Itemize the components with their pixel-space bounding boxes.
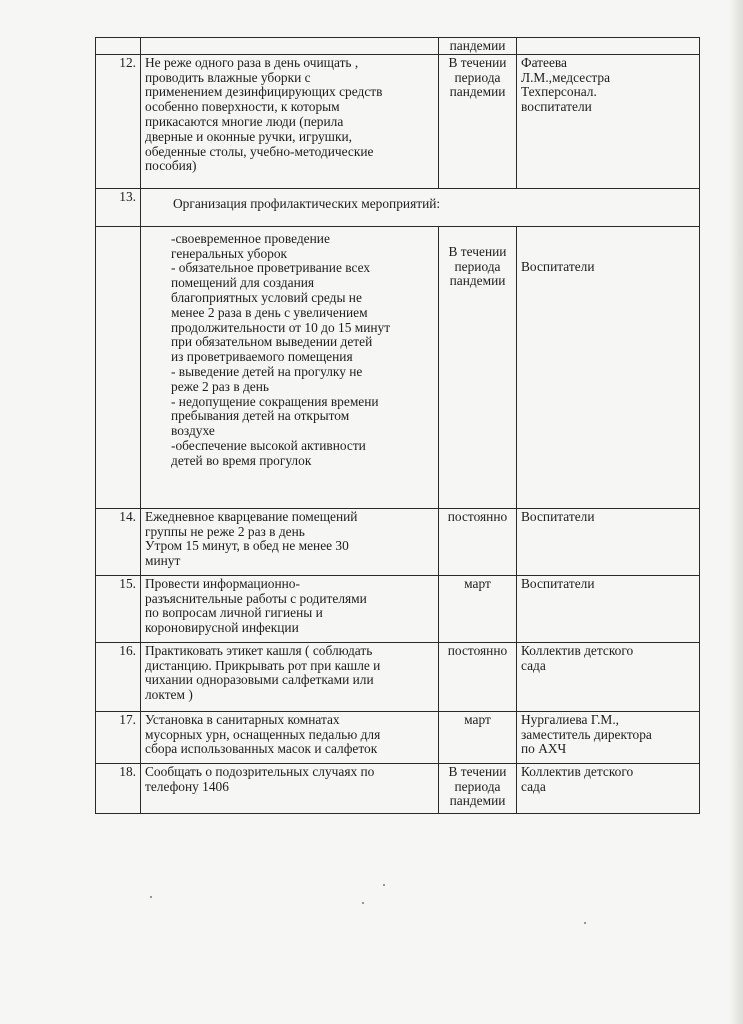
measure-cell xyxy=(141,763,439,813)
measure-line: телефону 1406 xyxy=(145,778,229,794)
measure-line: локтем ) xyxy=(145,687,193,703)
responsible-line: Нургалиева Г.М., xyxy=(521,711,620,727)
table-row xyxy=(96,575,700,642)
measure-line: детей во время прогулок xyxy=(171,452,312,468)
measure-line: дверные и оконные ручки, игрушки, xyxy=(145,128,353,144)
table-row xyxy=(96,508,700,575)
measure-line: сбора использованных масок и салфеток xyxy=(145,741,378,757)
measure-cell xyxy=(141,226,439,508)
scan-speck xyxy=(362,902,364,904)
measure-line: короновирусной инфекции xyxy=(145,620,299,636)
measure-line: Провести информационно- xyxy=(145,575,300,591)
measure-line: реже 2 раз в день xyxy=(171,378,270,394)
responsible-line: сада xyxy=(521,657,546,673)
measure-line: особенно поверхности, к которым xyxy=(145,99,340,115)
measure-line: - выведение детей на прогулку не xyxy=(171,363,363,379)
measure-line: применением дезинфицирующих средств xyxy=(145,84,383,100)
measure-line: по вопросам личной гигиены и xyxy=(145,605,323,621)
page-edge-shadow xyxy=(729,0,743,1024)
measure-line: разъяснительные работы с родителями xyxy=(145,590,367,606)
row-number: 14. xyxy=(96,508,141,575)
responsible-line: заместитель директора xyxy=(521,726,652,742)
measure-line: пребывания детей на открытом xyxy=(171,408,350,424)
measure-line: Установка в санитарных комнатах xyxy=(145,711,340,727)
row-number: 15. xyxy=(96,575,141,642)
period-cell xyxy=(439,226,517,508)
responsible-line: по АХЧ xyxy=(521,741,567,757)
period-cell xyxy=(439,642,517,711)
table-row xyxy=(96,188,700,226)
responsible-line: сада xyxy=(521,778,546,794)
measure-line: - недопущение сокращения времени xyxy=(171,393,379,409)
responsible-cell xyxy=(517,763,700,813)
period-cell xyxy=(439,763,517,813)
responsible-cell xyxy=(517,226,700,508)
responsible-line: воспитатели xyxy=(521,99,592,115)
row-number: 17. xyxy=(96,711,141,763)
measure-line: пособия) xyxy=(145,158,197,174)
period-line: периода xyxy=(454,778,501,794)
row-number xyxy=(96,38,141,55)
table-row xyxy=(96,226,700,508)
row-number: 13. xyxy=(96,188,141,226)
measure-cell xyxy=(141,38,439,55)
measure-line: дистанцию. Прикрывать рот при кашле и xyxy=(145,657,381,673)
measure-cell xyxy=(141,54,439,188)
table-row xyxy=(96,642,700,711)
period-cell xyxy=(439,38,517,55)
period-cell xyxy=(439,711,517,763)
responsible-cell xyxy=(517,575,700,642)
measure-line: из проветриваемого помещения xyxy=(171,349,353,365)
scan-speck xyxy=(584,922,586,924)
measure-line: Сообщать о подозрительных случаях по xyxy=(145,763,375,779)
period-line: В течении xyxy=(448,243,507,259)
measure-line: проводить влажные уборки с xyxy=(145,69,311,85)
measure-line: при обязательном выведении детей xyxy=(171,334,373,350)
responsible-cell xyxy=(517,508,700,575)
measure-line: помещений для создания xyxy=(171,275,315,291)
measure-cell xyxy=(141,642,439,711)
period-cell xyxy=(439,575,517,642)
responsible-line: Воспитатели xyxy=(521,508,595,524)
period-line: В течении xyxy=(448,763,507,779)
scan-speck xyxy=(383,884,385,886)
measure-line: менее 2 раза в день с увеличением xyxy=(171,304,368,320)
responsible-line: Техперсонал. xyxy=(521,84,597,100)
measure-line: минут xyxy=(145,553,181,569)
measure-line: Не реже одного раза в день очищать , xyxy=(145,54,359,70)
responsible-cell xyxy=(517,38,700,55)
period-line: пандемии xyxy=(449,38,506,53)
measure-line: продолжительности от 10 до 15 минут xyxy=(171,319,391,335)
measure-line: генеральных уборок xyxy=(171,245,288,261)
measure-line: мусорных урн, оснащенных педалью для xyxy=(145,726,381,742)
scan-speck xyxy=(150,896,152,898)
responsible-cell xyxy=(517,54,700,188)
measure-line: -обеспечение высокой активности xyxy=(171,437,366,453)
measure-line: - обязательное проветривание всех xyxy=(171,260,371,276)
responsible-line: Л.М.,медсестра xyxy=(521,69,611,85)
period-cell xyxy=(439,54,517,188)
measure-line: воздухе xyxy=(171,423,215,439)
period-line: постоянно xyxy=(447,642,508,658)
section-title: Организация профилактических мероприятий: xyxy=(173,195,441,211)
period-line: периода xyxy=(454,258,501,274)
period-line: В течении xyxy=(448,54,507,70)
responsible-line: Воспитатели xyxy=(521,575,595,591)
table-row xyxy=(96,38,700,55)
measure-cell xyxy=(141,711,439,763)
row-number: 18. xyxy=(96,763,141,813)
responsible-line: Коллектив детского xyxy=(521,763,634,779)
responsible-line: Коллектив детского xyxy=(521,642,634,658)
measures-table xyxy=(95,37,700,814)
table-row xyxy=(96,711,700,763)
responsible-line: Воспитатели xyxy=(521,258,595,274)
responsible-cell xyxy=(517,642,700,711)
measure-line: Практиковать этикет кашля ( соблюдать xyxy=(145,642,373,658)
period-line: март xyxy=(464,711,491,727)
period-cell xyxy=(439,508,517,575)
row-number: 12. xyxy=(96,54,141,188)
measure-line: обеденные столы, учебно-методические xyxy=(145,143,374,159)
period-line: пандемии xyxy=(449,84,506,100)
row-number xyxy=(96,226,141,508)
measure-line: Утром 15 минут, в обед не менее 30 xyxy=(145,538,349,554)
row-number: 16. xyxy=(96,642,141,711)
measure-line: благоприятных условий среды не xyxy=(171,289,362,305)
measure-line: -своевременное проведение xyxy=(171,230,330,246)
measure-line: прикасаются многие люди (перила xyxy=(145,113,344,129)
section-title-cell xyxy=(141,188,700,226)
table-row xyxy=(96,763,700,813)
measure-cell xyxy=(141,508,439,575)
period-line: периода xyxy=(454,69,501,85)
measure-line: Ежедневное кварцевание помещений xyxy=(145,508,358,524)
responsible-line: Фатеева xyxy=(521,54,568,70)
measure-cell xyxy=(141,575,439,642)
measure-line: чихании одноразовыми салфетками или xyxy=(145,672,374,688)
period-line: пандемии xyxy=(449,793,506,809)
table-row xyxy=(96,54,700,188)
period-line: март xyxy=(464,575,491,591)
period-line: постоянно xyxy=(447,508,508,524)
measure-line: группы не реже 2 раз в день xyxy=(145,523,305,539)
responsible-cell xyxy=(517,711,700,763)
period-line: пандемии xyxy=(449,273,506,289)
